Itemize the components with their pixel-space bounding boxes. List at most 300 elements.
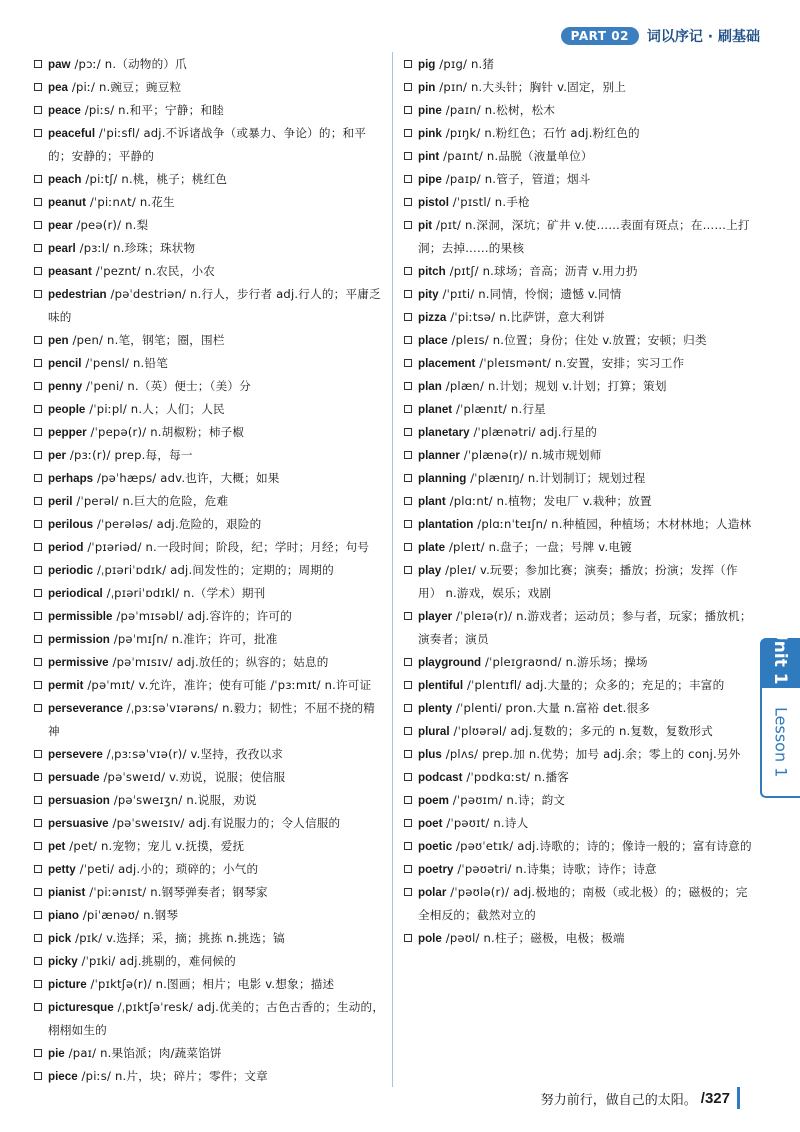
vocab-word: perilous [48,518,94,531]
footer-motto: 努力前行，做自己的太阳。 [540,1092,697,1108]
vocab-entry [34,99,386,122]
vocab-entry [404,605,756,651]
vocab-word: pianist [48,886,86,899]
vocab-entry [404,398,756,421]
checkbox-icon[interactable] [404,106,412,114]
checkbox-icon[interactable] [34,336,42,344]
vocab-definition: /ˈpɪstl/ n.手枪 [448,195,530,209]
vocab-word: plan [418,380,442,393]
vocab-entry [404,812,756,835]
checkbox-icon[interactable] [404,267,412,275]
vocab-entry [34,467,386,490]
vocab-definition: /peə(r)/ n.梨 [72,218,149,232]
vocab-word: pistol [418,196,449,209]
vocab-definition: /pəˈmɪsəbl/ adj.容许的；许可的 [112,609,292,623]
vocab-word: plural [418,725,450,738]
vocab-definition: /pen/ n.笔，钢笔；圈，围栏 [68,333,225,347]
vocab-entry [404,789,756,812]
vocab-word: place [418,334,448,347]
vocab-word: poetic [418,840,453,853]
vocab-word: pedestrian [48,288,107,301]
vocab-entry [404,674,756,697]
checkbox-icon[interactable] [404,934,412,942]
vocab-word: peanut [48,196,87,209]
vocab-word: plenty [418,702,453,715]
vocab-entry [34,398,386,421]
vocab-entry [404,306,756,329]
vocab-entry [34,168,386,191]
vocab-definition: /ˈpiːənɪst/ n.钢琴弹奏者；钢琴家 [85,885,268,899]
checkbox-icon[interactable] [34,520,42,528]
vocab-word: people [48,403,86,416]
lesson-label-box [760,686,800,798]
vocab-word: peasant [48,265,92,278]
vocab-entry [34,352,386,375]
vocab-definition: /paɪn/ n.松树，松木 [441,103,556,117]
vocab-entry [404,421,756,444]
checkbox-icon[interactable] [404,198,412,206]
checkbox-icon[interactable] [34,221,42,229]
page-number: /327 [700,1089,730,1107]
vocab-definition: /ˈperələs/ adj.危险的，艰险的 [93,517,262,531]
vocab-word: permissive [48,656,109,669]
vocab-entry [34,996,386,1042]
vocab-word: period [48,541,84,554]
vocab-definition: /ˌpɜːsəˈvɪərəns/ n.毅力；韧性；不屈不挠的精神 [48,701,376,738]
vocab-definition: /pɜː(r)/ prep.每，每一 [66,448,193,462]
checkbox-icon[interactable] [34,428,42,436]
checkbox-icon[interactable] [404,520,412,528]
vocab-word: periodical [48,587,103,600]
vocab-definition: /pɪt/ n.深洞，深坑；矿井 v.使……表面有斑点；在……上打洞；去掉……的果核 [418,218,750,255]
vocab-word: pint [418,150,440,163]
checkbox-icon[interactable] [34,957,42,965]
vocab-definition: /ˌpɪəriˈɒdɪk/ adj.间发性的；定期的；周期的 [93,563,334,577]
checkbox-icon[interactable] [34,83,42,91]
checkbox-icon[interactable] [34,451,42,459]
vocab-word: pearl [48,242,76,255]
checkbox-icon[interactable] [404,221,412,229]
vocab-definition: /ˈpeni/ n.（英）便士；（美）分 [82,379,251,393]
vocab-definition: /ˈpəʊlə(r)/ adj.极地的；南极（或北极）的；磁极的；完全相反的；截然对立的 [418,885,748,922]
vocab-entry [404,329,756,352]
vocab-entry [34,628,386,651]
right-column [404,53,756,950]
vocab-definition: /pleɪs/ n.位置；身份；住处 v.放置；安顿；归类 [447,333,707,347]
vocab-word: permit [48,679,84,692]
vocab-entry [34,53,386,76]
vocab-entry [404,881,756,927]
vocab-definition: /pɪtʃ/ n.球场；音高；沥青 v.用力扔 [445,264,638,278]
vocab-entry [34,582,386,605]
checkbox-icon[interactable] [404,428,412,436]
vocab-definition: /pɪg/ n.猪 [435,57,495,71]
vocab-definition: /ˈpɪktʃə(r)/ n.图画；相片；电影 v.想象；描述 [86,977,335,991]
vocab-definition: /ˈpəʊətri/ n.诗集；诗歌；诗作；诗意 [453,862,657,876]
vocab-word: pine [418,104,442,117]
vocab-word: piano [48,909,79,922]
vocab-entry [34,513,386,536]
checkbox-icon[interactable] [34,842,42,850]
vocab-definition: /pɪk/ v.选择；采，摘；挑拣 n.挑选；镐 [71,931,285,945]
vocab-word: periodic [48,564,94,577]
checkbox-icon[interactable] [404,865,412,873]
vocab-definition: /ˈpɒdkɑːst/ n.播客 [462,770,570,784]
checkbox-icon[interactable] [34,773,42,781]
vocab-definition: /ˈpəʊɪm/ n.诗；韵文 [448,793,566,807]
vocab-word: persuasion [48,794,110,807]
checkbox-icon[interactable] [34,474,42,482]
lesson-label: Lesson 1 [771,706,791,778]
vocab-word: plantation [418,518,474,531]
vocab-word: perseverance [48,702,123,715]
checkbox-icon[interactable] [34,911,42,919]
vocab-definition: /ˈpəʊɪt/ n.诗人 [442,816,529,830]
vocab-entry [404,444,756,467]
checkbox-icon[interactable] [34,382,42,390]
vocab-definition: /ˈpeznt/ n.农民，小农 [91,264,216,278]
checkbox-icon[interactable] [404,681,412,689]
vocab-definition: /ˈpleɪə(r)/ n.游戏者；运动员；参与者，玩家；播放机；演奏者；演员 [418,609,752,646]
vocab-entry [34,375,386,398]
vocab-entry [34,674,386,697]
vocab-word: pie [48,1047,65,1060]
header-title: 词以序记 · 刷基础 [646,29,760,45]
vocab-word: picture [48,978,87,991]
checkbox-icon[interactable] [404,405,412,413]
vocab-entry [34,444,386,467]
checkbox-icon[interactable] [34,359,42,367]
checkbox-icon[interactable] [34,267,42,275]
checkbox-icon[interactable] [34,980,42,988]
vocab-definition: /ˈpepə(r)/ n.胡椒粉；柿子椒 [86,425,245,439]
vocab-word: pole [418,932,442,945]
vocab-definition: /ˈpensl/ n.铅笔 [81,356,169,370]
vocab-entry [34,237,386,260]
vocab-word: persuasive [48,817,109,830]
checkbox-icon[interactable] [404,888,412,896]
vocab-entry [34,214,386,237]
vocab-entry [404,467,756,490]
vocab-word: per [48,449,67,462]
vocab-definition: /paɪp/ n.管子，管道；烟斗 [441,172,591,186]
checkbox-icon[interactable] [34,658,42,666]
checkbox-icon[interactable] [34,497,42,505]
vocab-definition: /ˈplænə(r)/ n.城市规划师 [459,448,602,462]
vocab-definition: /ˈpiːnʌt/ n.花生 [86,195,175,209]
checkbox-icon[interactable] [34,1072,42,1080]
vocab-word: pear [48,219,73,232]
vocab-entry [404,145,756,168]
vocab-definition: /piːs/ n.片，块；碎片；零件；文章 [77,1069,268,1083]
vocab-word: playground [418,656,482,669]
checkbox-icon[interactable] [404,313,412,321]
vocab-entry [34,904,386,927]
vocab-word: permissible [48,610,113,623]
vocab-definition: /ˌpɪktʃəˈresk/ adj.优美的；古色古香的；生动的，栩栩如生的 [48,1000,385,1037]
vocab-word: pity [418,288,439,301]
vocab-entry [34,191,386,214]
vocab-entry [404,697,756,720]
vocab-word: pizza [418,311,447,324]
vocab-entry [34,421,386,444]
checkbox-icon[interactable] [404,152,412,160]
vocab-word: plant [418,495,446,508]
vocab-definition: /ˈplænɪt/ n.行星 [452,402,546,416]
vocab-word: poetry [418,863,454,876]
page-footer [541,1087,740,1109]
checkbox-icon[interactable] [404,704,412,712]
vocab-entry [404,490,756,513]
vocab-definition: /pɪn/ n.大头针；胸针 v.固定，别上 [435,80,627,94]
vocab-word: pin [418,81,436,94]
vocab-entry [34,881,386,904]
vocab-entry [404,858,756,881]
checkbox-icon[interactable] [34,704,42,712]
checkbox-icon[interactable] [34,60,42,68]
vocab-definition: /pɜːl/ n.珍珠；珠状物 [75,241,196,255]
vocab-definition: /plɑːnˈteɪʃn/ n.种植园，种植场；木材林地；人造林 [473,517,752,531]
vocab-definition: /pəˈdestriən/ n.行人，步行者 adj.行人的；平庸乏味的 [48,287,381,324]
vocab-definition: /paɪnt/ n.品脱（液量单位） [439,149,593,163]
checkbox-icon[interactable] [34,198,42,206]
checkbox-icon[interactable] [404,290,412,298]
vocab-entry [404,720,756,743]
checkbox-icon[interactable] [404,474,412,482]
vocab-entry [34,766,386,789]
vocab-entry [404,927,756,950]
vocab-entry [34,835,386,858]
vocab-definition: /pəˈsweɪʒn/ n.说服，劝说 [109,793,257,807]
vocab-word: planet [418,403,453,416]
vocab-definition: /ˈperəl/ n.巨大的危险，危难 [72,494,229,508]
unit-label: Unit 12 [770,627,790,697]
vocab-entry [404,835,756,858]
vocab-entry [34,283,386,329]
vocab-word: pen [48,334,69,347]
checkbox-icon[interactable] [404,819,412,827]
vocab-entry [404,559,756,605]
vocab-entry [34,858,386,881]
vocab-definition: /pəʊˈetɪk/ adj.诗歌的；诗的；像诗一般的；富有诗意的 [452,839,752,853]
vocab-entry [404,214,756,260]
vocab-definition: /plæn/ n.计划；规划 v.计划；打算；策划 [441,379,667,393]
vocab-word: planner [418,449,460,462]
vocab-word: pick [48,932,72,945]
checkbox-icon[interactable] [34,566,42,574]
checkbox-icon[interactable] [404,796,412,804]
checkbox-icon[interactable] [404,382,412,390]
vocab-word: paw [48,58,71,71]
vocab-definition: /ˌpɜːsəˈvɪə(r)/ v.坚持，孜孜以求 [102,747,284,761]
page-header [561,23,760,49]
vocab-entry [404,766,756,789]
vocab-definition: /pəˈsweɪsɪv/ adj.有说服力的；令人信服的 [108,816,341,830]
vocab-word: pit [418,219,433,232]
vocab-entry [34,605,386,628]
vocab-definition: /pəˈsweɪd/ v.劝说，说服；使信服 [99,770,286,784]
vocab-word: picturesque [48,1001,114,1014]
checkbox-icon[interactable] [404,129,412,137]
vocab-word: placement [418,357,476,370]
vocab-word: picky [48,955,78,968]
checkbox-icon[interactable] [34,681,42,689]
checkbox-icon[interactable] [34,175,42,183]
vocab-definition: /pet/ n.宠物；宠儿 v.抚摸，爱抚 [65,839,245,853]
vocab-entry [404,191,756,214]
vocab-definition: /pəˈmɪsɪv/ adj.放任的；纵容的；姑息的 [108,655,329,669]
vocab-entry [34,789,386,812]
vocab-definition: /ˈplænɪŋ/ n.计划制订；规划过程 [466,471,646,485]
vocab-definition: /pəʊl/ n.柱子；磁极，电极；极端 [441,931,625,945]
vocab-entry [34,950,386,973]
vocab-definition: /ˈplentɪfl/ adj.大量的；众多的；充足的；丰富的 [463,678,725,692]
vocab-entry [34,536,386,559]
vocab-definition: /plɑːnt/ n.植物；发电厂 v.栽种；放置 [445,494,652,508]
checkbox-icon[interactable] [34,1003,42,1011]
checkbox-icon[interactable] [34,1049,42,1057]
vocab-definition: /paɪ/ n.果馅派；肉/蔬菜馅饼 [64,1046,222,1060]
vocab-entry [34,122,386,168]
checkbox-icon[interactable] [34,796,42,804]
vocab-word: penny [48,380,83,393]
vocab-definition: /plʌs/ prep.加 n.优势；加号 adj.余；零上的 conj.另外 [441,747,741,761]
checkbox-icon[interactable] [404,658,412,666]
vocab-definition: /pɪŋk/ n.粉红色；石竹 adj.粉红色的 [441,126,640,140]
vocab-entry [34,490,386,513]
vocab-definition: /pəˈmɪt/ v.允许，准许；使有可能 /ˈpɜːmɪt/ n.许可证 [83,678,372,692]
checkbox-icon[interactable] [34,750,42,758]
vocab-word: poem [418,794,449,807]
vocab-word: petty [48,863,76,876]
vocab-definition: /ˈpɪti/ n.同情，怜悯；遗憾 v.同情 [438,287,622,301]
vocab-word: plus [418,748,442,761]
vocab-definition: /ˈplʊərəl/ adj.复数的；多元的 n.复数，复数形式 [449,724,713,738]
vocab-entry [34,927,386,950]
vocab-entry [404,352,756,375]
vocab-entry [34,697,386,743]
checkbox-icon[interactable] [404,83,412,91]
vocab-word: podcast [418,771,463,784]
vocab-entry [34,651,386,674]
checkbox-icon[interactable] [404,750,412,758]
checkbox-icon[interactable] [404,727,412,735]
vocab-definition: /piː/ n.豌豆；豌豆粒 [67,80,182,94]
vocab-word: pipe [418,173,442,186]
vocab-word: play [418,564,442,577]
vocab-definition: /ˈpeti/ adj.小的；琐碎的；小气的 [75,862,259,876]
vocab-word: planning [418,472,467,485]
vocab-definition: /ˈpiːtsə/ n.比萨饼，意大利饼 [446,310,605,324]
checkbox-icon[interactable] [404,175,412,183]
checkbox-icon[interactable] [34,129,42,137]
vocab-word: pet [48,840,66,853]
checkbox-icon[interactable] [404,60,412,68]
vocab-entry [404,168,756,191]
checkbox-icon[interactable] [34,635,42,643]
checkbox-icon[interactable] [34,612,42,620]
vocab-definition: /pleɪt/ n.盘子；一盘；号牌 v.电镀 [445,540,632,554]
vocab-word: pencil [48,357,82,370]
checkbox-icon[interactable] [404,566,412,574]
vocab-definition: /ˈpleɪɡraʊnd/ n.游乐场；操场 [481,655,648,669]
checkbox-icon[interactable] [34,106,42,114]
vocab-word: pink [418,127,442,140]
vocab-definition: /pleɪ/ v.玩要；参加比赛；演奏；播放；扮演；发挥（作用） n.游戏，娱乐；戏剧 [418,563,738,600]
vocab-word: pea [48,81,68,94]
vocab-word: permission [48,633,110,646]
vocab-entry [404,375,756,398]
vocab-definition: /ˌpɪəriˈɒdɪkl/ n.（学术）期刊 [102,586,266,600]
page-number-bar [737,1087,740,1109]
vocab-word: plentiful [418,679,464,692]
checkbox-icon[interactable] [34,819,42,827]
vocab-definition: /piˈænəʊ/ n.钢琴 [78,908,179,922]
checkbox-icon[interactable] [404,773,412,781]
checkbox-icon[interactable] [404,451,412,459]
vocab-entry [34,260,386,283]
vocab-word: planetary [418,426,470,439]
vocab-entry [34,559,386,582]
vocab-word: poet [418,817,443,830]
checkbox-icon[interactable] [34,405,42,413]
vocab-word: persuade [48,771,100,784]
checkbox-icon[interactable] [404,497,412,505]
vocab-word: pepper [48,426,87,439]
vocab-word: pig [418,58,436,71]
checkbox-icon[interactable] [404,842,412,850]
vocab-entry [34,973,386,996]
vocab-definition: /ˈpɪki/ adj.挑剔的，难伺候的 [77,954,236,968]
checkbox-icon[interactable] [404,336,412,344]
vocab-entry [404,53,756,76]
vocab-entry [404,513,756,536]
checkbox-icon[interactable] [404,543,412,551]
vocab-entry [34,812,386,835]
vocab-word: peach [48,173,82,186]
unit-side-tab [760,627,800,798]
vocab-word: perhaps [48,472,94,485]
vocab-word: piece [48,1070,78,1083]
vocab-word: plate [418,541,446,554]
checkbox-icon[interactable] [34,888,42,896]
checkbox-icon[interactable] [34,244,42,252]
vocab-entry [404,122,756,145]
vocab-entry [404,536,756,559]
vocab-definition: /ˈpɪəriəd/ n.一段时间；阶段，纪；学时；月经；句号 [83,540,370,554]
vocab-word: peace [48,104,81,117]
vocab-word: peril [48,495,73,508]
checkbox-icon[interactable] [34,589,42,597]
checkbox-icon[interactable] [404,359,412,367]
checkbox-icon[interactable] [34,865,42,873]
vocab-definition: /pɔː/ n.（动物的）爪 [70,57,187,71]
unit-label-box [760,627,800,697]
vocab-entry [404,651,756,674]
checkbox-icon[interactable] [34,934,42,942]
vocab-definition: /ˈpiːsfl/ adj.不诉诸战争（或暴力、争论）的；和平的；安静的；平静的 [48,126,367,163]
vocab-entry [34,76,386,99]
vocab-entry [34,1065,386,1088]
vocab-definition: /pəˈhæps/ adv.也许，大概；如果 [93,471,280,485]
checkbox-icon[interactable] [404,612,412,620]
checkbox-icon[interactable] [34,543,42,551]
left-column [34,53,386,1088]
column-divider [392,52,393,1087]
vocab-definition: /ˈpleɪsmənt/ n.安置，安排；实习工作 [475,356,685,370]
checkbox-icon[interactable] [34,290,42,298]
vocab-entry [34,743,386,766]
